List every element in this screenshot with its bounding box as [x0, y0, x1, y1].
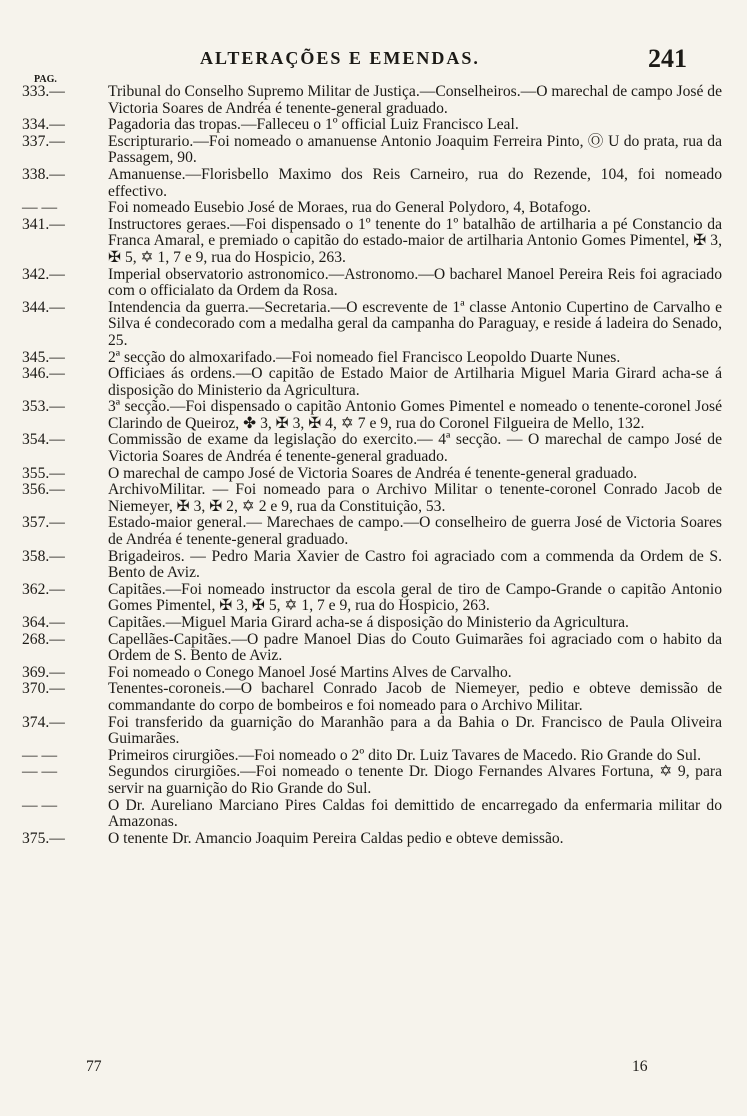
signature-mark-left: 77 — [86, 1058, 102, 1075]
entry-page-ref: 362.— — [22, 580, 65, 598]
entry-text: Amanuense.—Florisbello Maximo dos Reis Carneiro, rua do Rezende, 104, foi nomeado effectivo. — [108, 165, 722, 200]
entry-page-ref: — — — [22, 746, 58, 764]
entry-text: Foi nomeado o Conego Manoel José Martins Alves de Carvalho. — [108, 663, 512, 681]
entry-page-ref: 355.— — [22, 464, 65, 482]
entry-text: Capitães.—Miguel Maria Girard acha-se á disposição do Ministerio da Agricultura. — [108, 614, 629, 631]
entry-text: O Dr. Aureliano Marciano Pires Caldas foi demittido de encarregado da enfermaria militar do Amazonas. — [108, 796, 722, 831]
entry-item — [22, 715, 722, 748]
entry-text: Primeiros cirurgiões.—Foi nomeado o 2º dito Dr. Luiz Tavares de Macedo. Rio Grande do Sul. — [108, 746, 702, 764]
entry-text: Officiaes ás ordens.—O capitão de Estado Maior de Artilharia Miguel Maria Girard acha-se á disposição do Ministerio da Agricultura. — [108, 365, 722, 399]
entry-item — [22, 549, 722, 582]
entry-item — [22, 764, 722, 797]
column-label: PAG. — [34, 74, 57, 85]
entry-page-ref: 345.— — [22, 348, 65, 366]
entry-page-ref: 374.— — [22, 713, 65, 731]
entry-item — [22, 798, 722, 831]
entry-text: O marechal de campo José de Victoria Soares de Andréa é tenente-general graduado. — [108, 464, 638, 482]
entry-item — [22, 366, 722, 399]
entry-page-ref: — — — [22, 763, 58, 781]
entry-item — [22, 681, 722, 714]
entry-item — [22, 267, 722, 300]
entry-item — [22, 350, 722, 367]
entry-page-ref: 268.— — [22, 630, 65, 648]
entry-page-ref: 364.— — [22, 614, 65, 631]
entry-page-ref: 341.— — [22, 215, 65, 233]
entry-page-ref: 346.— — [22, 365, 65, 383]
entry-text: Foi nomeado Eusebio José de Moraes, rua do General Polydoro, 4, Botafogo. — [108, 199, 591, 217]
entry-page-ref: 342.— — [22, 265, 65, 283]
entry-page-ref: 338.— — [22, 165, 65, 183]
entry-item — [22, 167, 722, 200]
entry-text: Pagadoria das tropas.—Falleceu o 1º official Luiz Francisco Leal. — [108, 116, 519, 134]
entry-text: Brigadeiros. — Pedro Maria Xavier de Castro foi agraciado com a commenda da Ordem de S. Bento de Aviz. — [108, 547, 722, 582]
entry-page-ref: 369.— — [22, 663, 65, 681]
entry-text: Commissão de exame da legislação do exercito.— 4ª secção. — O marechal de campo José de Victoria Soares de Andréa é tenente-general graduado. — [108, 431, 722, 466]
entry-text: Escripturario.—Foi nomeado o amanuense Antonio Joaquim Ferreira Pinto, Ⓞ U do prata, rua da Passagem, 90. — [108, 132, 722, 167]
entries-list — [22, 84, 722, 847]
entry-item — [22, 466, 722, 483]
entry-item — [22, 84, 722, 117]
entry-item — [22, 482, 722, 515]
entry-page-ref: 375.— — [22, 829, 65, 847]
entry-item — [22, 300, 722, 350]
entry-page-ref: 333.— — [22, 83, 65, 100]
entry-text: Segundos cirurgiões.—Foi nomeado o tenente Dr. Diogo Fernandes Alvares Fortuna, ✡ 9, para servir na guarnição do Rio Grande do Sul. — [108, 763, 722, 797]
entry-page-ref: 337.— — [22, 132, 65, 150]
entry-text: 3ª secção.—Foi dispensado o capitão Antonio Gomes Pimentel e nomeado o tenente-coronel José Clarindo de Queiroz, ✤ 3, ✠ 3, ✠ 4, ✡ 7 e 9, rua do Coronel Filgueira de Mello, 132. — [108, 398, 722, 432]
entry-item — [22, 117, 722, 134]
entry-text: O tenente Dr. Amancio Joaquim Pereira Caldas pedio e obteve demissão. — [108, 829, 564, 847]
entry-item — [22, 134, 722, 167]
entry-text: Instructores geraes.—Foi dispensado o 1º tenente do 1º batalhão de artilharia a pé Constancio da Franca Amaral, e premiado o capitão do estado-maior de artilharia Antonio Gomes Pimentel, ✠ 3, ✠ 5, ✡ 1, 7 e 9, rua do Hospicio, 263. — [108, 215, 722, 266]
entry-page-ref: 356.— — [22, 481, 65, 499]
page-title: ALTERAÇÕES E EMENDAS. — [200, 48, 480, 68]
entry-text: Imperial observatorio astronomico.—Astronomo.—O bacharel Manoel Pereira Reis foi agraciado com o officialato da Ordem da Rosa. — [108, 265, 722, 300]
entry-item — [22, 200, 722, 217]
entry-text: Capellães-Capitães.—O padre Manoel Dias do Couto Guimarães foi agraciado com o habito da Ordem de S. Bento de Aviz. — [108, 630, 722, 665]
entry-page-ref: 358.— — [22, 547, 65, 565]
entry-page-ref: 344.— — [22, 298, 65, 316]
entry-item — [22, 432, 722, 465]
entry-text: Foi transferido da guarnição do Maranhão para a da Bahia o Dr. Francisco de Paula Oliveira Guimarães. — [108, 713, 722, 748]
entry-page-ref: 370.— — [22, 680, 65, 698]
entry-item — [22, 582, 722, 615]
entry-page-ref: — — — [22, 796, 58, 814]
signature-mark-right: 16 — [632, 1058, 648, 1075]
entry-page-ref: 357.— — [22, 514, 65, 532]
entry-page-ref: 354.— — [22, 431, 65, 449]
entry-text: Tribunal do Conselho Supremo Militar de Justiça.—Conselheiros.—O marechal de campo José de Victoria Soares de Andréa é tenente-general graduado. — [108, 83, 722, 117]
running-head — [0, 44, 747, 78]
entry-item — [22, 515, 722, 548]
entry-page-ref: — — — [22, 199, 58, 217]
entry-text: Capitães.—Foi nomeado instructor da escola geral de tiro de Campo-Grande o capitão Antonio Gomes Pimentel, ✠ 3, ✠ 5, ✡ 1, 7 e 9, rua do Hospicio, 263. — [108, 580, 722, 615]
page-footer — [0, 1058, 747, 1080]
entry-item — [22, 748, 722, 765]
entry-page-ref: 334.— — [22, 116, 65, 134]
entry-item — [22, 217, 722, 267]
entry-item — [22, 665, 722, 682]
entry-item — [22, 615, 722, 632]
entry-text: Estado-maior general.— Marechaes de campo.—O conselheiro de guerra José de Victoria Soares de Andréa é tenente-general graduado. — [108, 514, 722, 549]
entry-item — [22, 632, 722, 665]
entry-text: 2ª secção do almoxarifado.—Foi nomeado fiel Francisco Leopoldo Duarte Nunes. — [108, 348, 621, 366]
entry-text: Tenentes-coroneis.—O bacharel Conrado Jacob de Niemeyer, pedio e obteve demissão de commandante do corpo de bombeiros e foi nomeado para o Archivo Militar. — [108, 680, 722, 714]
entry-text: Intendencia da guerra.—Secretaria.—O escrevente de 1ª classe Antonio Cupertino de Carvalho e Silva é condecorado com a medalha geral da campanha do Paraguay, e reside á ladeira do Senado, 25. — [108, 298, 722, 349]
page-number: 241 — [648, 44, 687, 73]
entry-text: ArchivoMilitar. — Foi nomeado para o Archivo Militar o tenente-coronel Conrado Jacob de Niemeyer, ✠ 3, ✠ 2, ✡ 2 e 9, rua da Constituição, 53. — [108, 481, 722, 515]
entry-page-ref: 353.— — [22, 398, 65, 416]
entry-item — [22, 831, 722, 848]
entry-item — [22, 399, 722, 432]
